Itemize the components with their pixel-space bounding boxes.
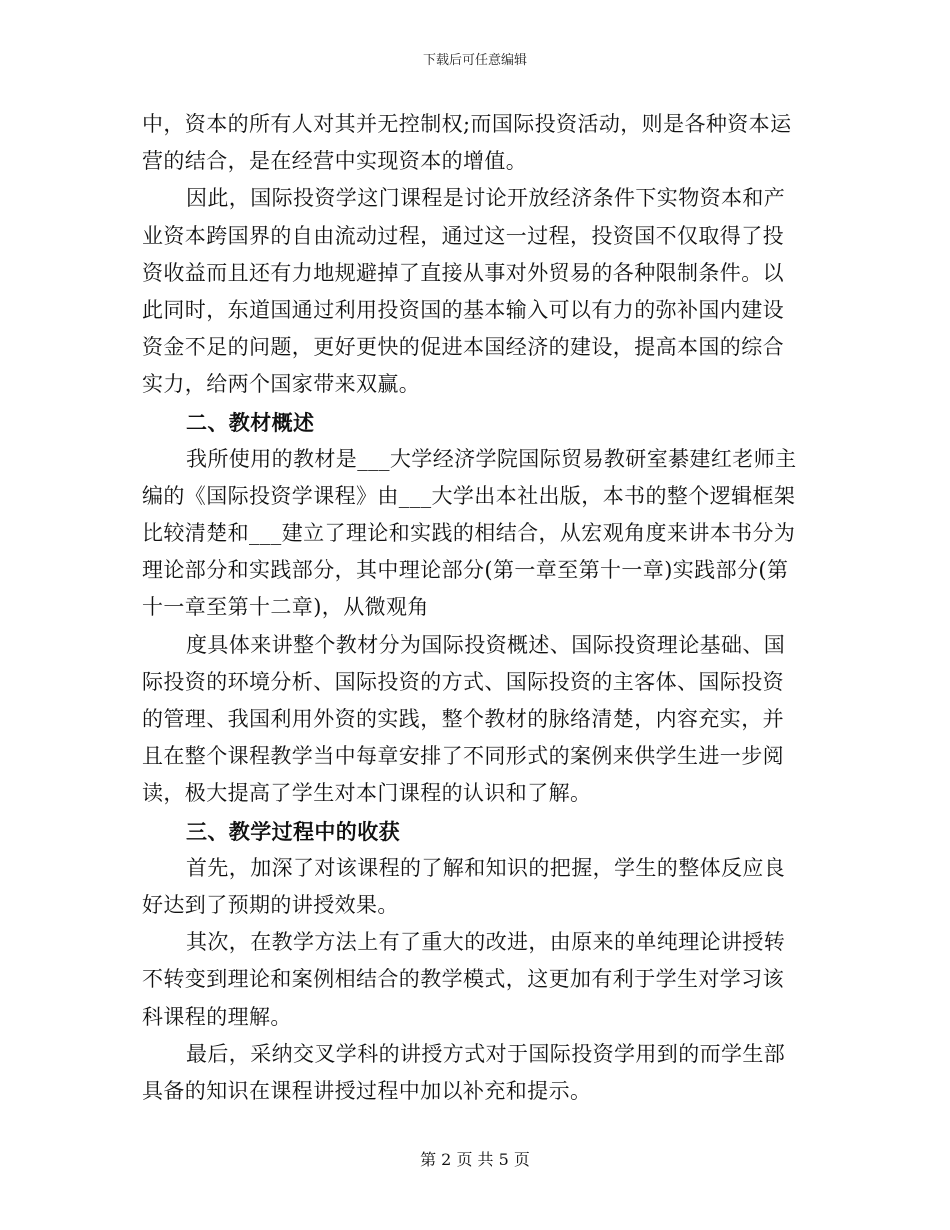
text-line: 十一章至第十二章)，从微观角	[142, 595, 429, 620]
document-body	[142, 106, 802, 1110]
text-line: 营的结合，是在经营中实现资本的增值。	[142, 149, 528, 174]
text-line: 读，极大提高了学生对本门课程的认识和了解。	[142, 781, 592, 806]
text-line: 不转变到理论和案例相结合的教学模式，这更加有利于学生对学习该	[142, 967, 784, 992]
text-line: 好达到了预期的讲授效果。	[142, 892, 399, 917]
paragraph-start-line: 最后，采纳交叉学科的讲授方式对于国际投资学用到的而学生部	[186, 1041, 786, 1066]
text-line: 业资本跨国界的自由流动过程，通过这一过程，投资国不仅取得了投	[142, 223, 784, 248]
text-line: 比较清楚和___建立了理论和实践的相结合，从宏观角度来讲本书分为	[142, 521, 796, 546]
text-line: 的管理、我国利用外资的实践，整个教材的脉络清楚，内容充实，并	[142, 707, 784, 731]
text-line: 资金不足的问题，更好更快的促进本国经济的建设，提高本国的综合	[142, 335, 784, 360]
text-line: 实力，给两个国家带来双赢。	[142, 372, 421, 397]
paragraph-start-line: 我所使用的教材是___大学经济学院国际贸易教研室綦建红老师主	[186, 446, 797, 471]
section-heading: 二、教材概述	[186, 409, 315, 435]
text-line: 中，资本的所有人对其并无控制权;而国际投资活动，则是各种资本运	[142, 112, 792, 136]
text-line: 此同时，东道国通过利用投资国的基本输入可以有力的弥补国内建设	[142, 297, 784, 322]
page-header: 下载后可任意编辑	[422, 53, 527, 68]
text-line: 理论部分和实践部分，其中理论部分(第一章至第十一章)实践部分(第	[142, 558, 789, 583]
text-line: 科课程的理解。	[142, 1004, 292, 1029]
text-line: 际投资的环境分析、国际投资的方式、国际投资的主客体、国际投资	[142, 669, 784, 694]
text-line: 且在整个课程教学当中每章安排了不同形式的案例来供学生进一步阅	[142, 744, 784, 769]
section-heading: 三、教学过程中的收获	[186, 818, 400, 844]
text-line: 资收益而且还有力地规避掉了直接从事对外贸易的各种限制条件。以	[142, 260, 784, 285]
paragraph-start-line: 其次，在教学方法上有了重大的改进，由原来的单纯理论讲授转	[186, 930, 786, 955]
page-number-footer: 第 2 页 共 5 页	[420, 1150, 530, 1169]
paragraph-start-line: 度具体来讲整个教材分为国际投资概述、国际投资理论基础、国	[186, 632, 786, 657]
text-line: 具备的知识在课程讲授过程中加以补充和提示。	[142, 1078, 592, 1103]
paragraph-start-line: 首先，加深了对该课程的了解和知识的把握，学生的整体反应良	[186, 855, 786, 880]
text-line: 编的《国际投资学课程》由___大学出本社出版，本书的整个逻辑框架	[142, 483, 796, 508]
paragraph-start-line: 因此，国际投资学这门课程是讨论开放经济条件下实物资本和产	[186, 186, 786, 211]
